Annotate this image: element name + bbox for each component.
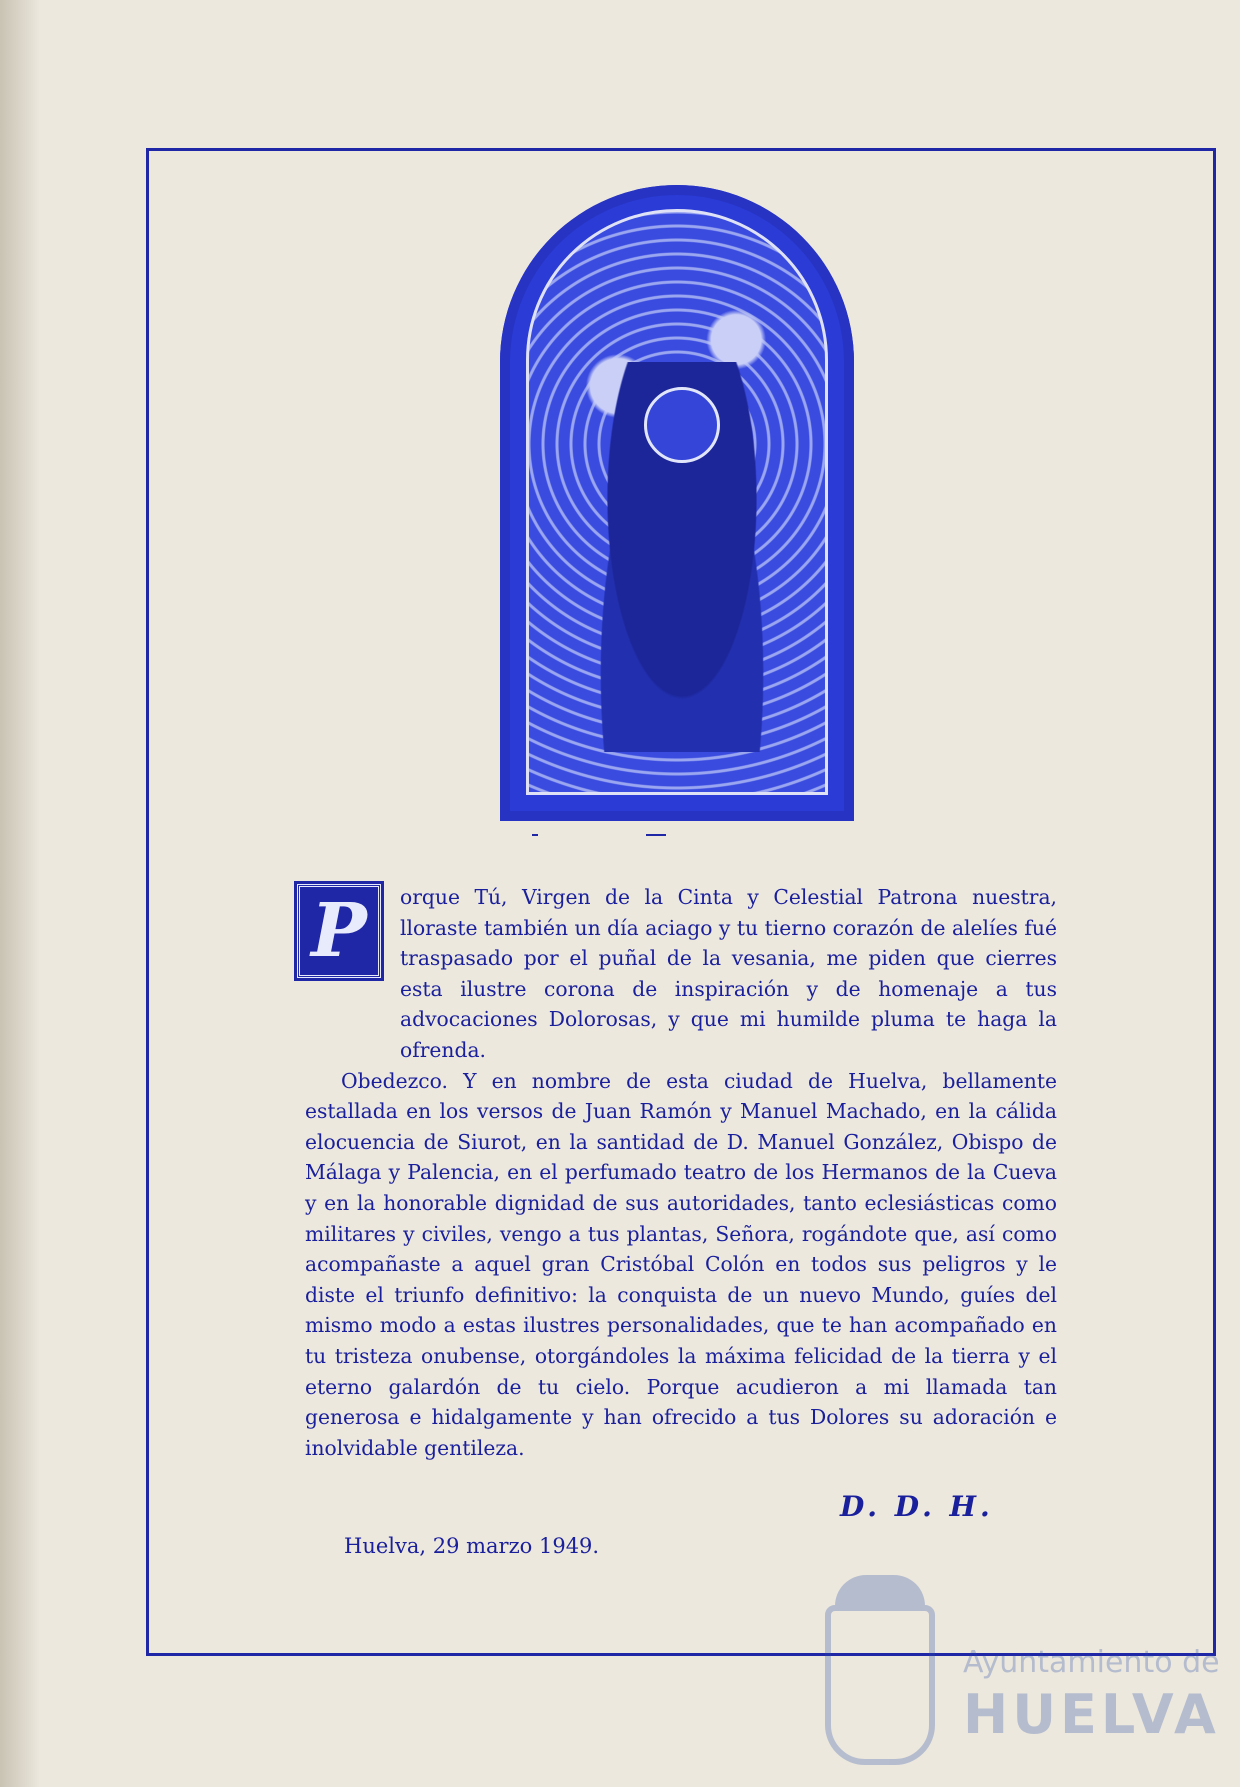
paragraph-1 [305,882,1057,1066]
dateline: Huelva, 29 marzo 1949. [344,1534,600,1558]
ornate-tile-background [526,209,828,795]
drop-cap-initial: P [297,884,381,978]
halo [644,387,720,463]
watermark-line-2: HUELVA [963,1683,1220,1746]
crown-icon [835,1575,925,1609]
signature-initials: D. D. H. [840,1490,994,1523]
coat-of-arms-icon [825,1605,935,1765]
paragraph-2: Obedezco. Y en nombre de esta ciudad de Huelva, bellamente estallada en los versos de Juan Ramón y Manuel Machado, en la cálida elocuencia de Siurot, en la santidad de D. Manuel González, Obispo de Málaga y Palencia, en el perfumado teatro de los Hermanos de la Cueva y en la honorable dignidad de sus autoridades, tanto eclesiásticas como militares y civiles, vengo a tus plantas, Señora, rogándote que, así como acompañaste a aquel gran Cristóbal Colón en todos sus peligros y le diste el triunfo definitivo: la conquista de un nuevo Mundo, guíes del mismo modo a estas ilustres personalidades, que te han acompañado en tu tristeza onubense, otorgándoles la máxima felicidad de la tierra y el eterno galardón de tu cielo. Porque acudieron a mi llamada tan generosa e hidalgamente y han ofrecido a tus Dolores su adoración e inolvidable gentileza. [305,1068,1057,1460]
watermark-line-1: Ayuntamiento de [963,1645,1220,1680]
caption-mark-left [532,834,538,836]
body-text [305,882,1057,1463]
virgin-image [500,185,854,821]
watermark [825,1575,1235,1775]
page-edge [0,0,40,1787]
paragraph-1-text: orque Tú, Virgen de la Cinta y Celestial Patrona nuestra, lloraste también un día aciago y tu tierno corazón de alelíes fué traspasado por el puñal de la vesania, me piden que cierres esta ilustre corona de inspiración y de homenaje a tus advocaciones Dolorosas, y que mi humilde pluma te haga la ofrenda. [400,885,1057,1062]
caption-mark-right [646,834,666,836]
